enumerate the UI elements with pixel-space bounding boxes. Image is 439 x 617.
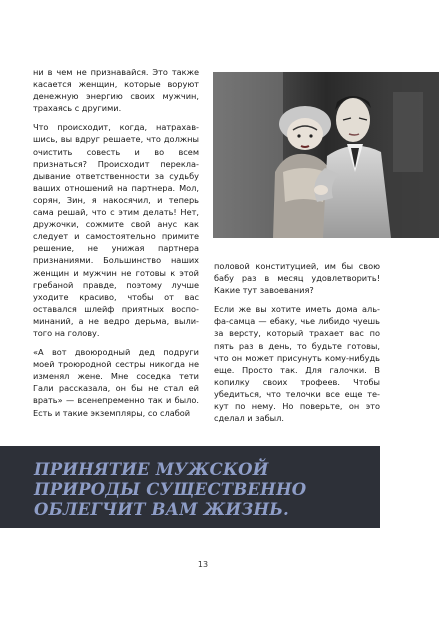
quote-banner-text: ПРИНЯТИЕ МУЖСКОЙ ПРИРОДЫ СУЩЕСТВЕННО ОБЛЕГЧИТ ВАМ ЖИЗНЬ.	[34, 460, 307, 519]
photo-illustration	[213, 72, 439, 238]
right-paragraph-2: Если же вы хотите иметь дома альфа-самца — ебаку, чье либидо чуешь за версту, который трахает вас по пять раз в день, то будьте готовы, что он может присунуть кому-нибудь еще. Просто так. Для галочки. В копилку своих трофеев. Чтобы убедиться, что телочки все еще текут по нему. Но поверьте, он это сделал и забыл.	[214, 304, 380, 424]
vintage-couple-photo	[213, 72, 439, 238]
left-text-column	[33, 66, 199, 426]
page-number: 13	[197, 560, 209, 569]
left-paragraph-3: «А вот двоюродный дед подруги моей троюродной сестры никогда не изменял жене. Мне соседка тети Гали рассказала, он бы не стал ей врать» — всенепременно так и было. Есть и такие экземпляры, со слабой	[33, 347, 199, 418]
left-paragraph-1: ни в чем не признавайся. Это также касается женщин, которые воруют денежную энергию своих мужчин, трахаясь с другими.	[33, 67, 199, 114]
right-text-column	[214, 260, 380, 431]
right-paragraph-1: половой конституцией, им бы свою бабу раз в месяц удовлетворить! Какие тут завоевания?	[214, 261, 380, 296]
left-paragraph-2: Что происходит, когда, натрахавшись, вы вдруг решаете, что должны очистить совесть и во всем признаться? Происходит перекладывание ответственности за судьбу ваших отношений на партнера. Мол, сорян, Зин, я накосячил, и теперь сама решай, что с этим делать! Нет, дружочки, сожмите свой анус как следует и самостоятельно примите решение, не унижая партнера признаниями. Большинство наших женщин и мужчин не готовы к этой гребаной правде, поэтому лучше уходите красиво, чтобы от вас оставался шлейф приятных воспоминаний, а не ведро дерьма, вылитого на голову.	[33, 122, 199, 338]
